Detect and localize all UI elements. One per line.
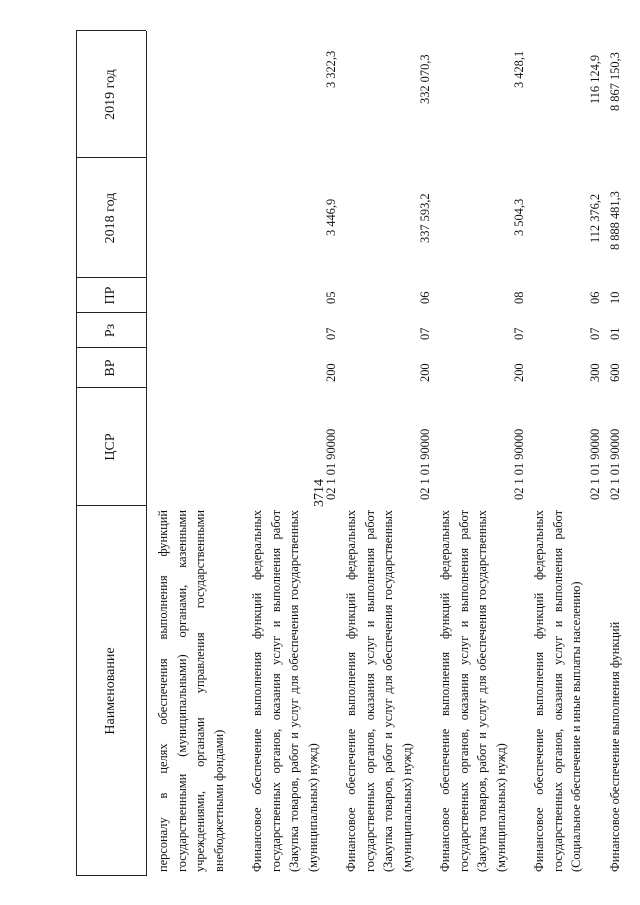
row-pr: 10 [608, 291, 622, 304]
row-2019: 8 867 150,3 [608, 52, 622, 111]
row-name: персоналу в целях обеспечения выполнения функций государственными (муниципальными) органами, казенными учреждениями, органами управления государственными внебюджетными фондами) [156, 510, 226, 872]
header-csr: ЦСР [103, 433, 118, 461]
row-rz: 07 [512, 327, 526, 340]
row-2018: 3 446,9 [324, 198, 338, 236]
row-name: Финансовое обеспечение выполнения функций федеральных государственных органов, оказания услуг и выполнения работ (Социальное обеспечение и иные выплаты населению) [532, 510, 583, 872]
row-csr: 02 1 01 90000 [608, 428, 622, 500]
row-2019: 3 428,1 [512, 50, 526, 88]
row-vr: 600 [608, 363, 622, 382]
row-2018: 3 504,3 [512, 198, 526, 236]
row-vr: 200 [324, 363, 338, 382]
row-2019: 332 070,3 [418, 54, 432, 104]
row-2019: 3 322,3 [324, 50, 338, 88]
row-name: Финансовое обеспечение выполнения функций федеральных государственных органов, оказания услуг и выполнения работ (Закупка товаров, работ и услуг для обеспечения государственных (муниципальных) нужд) [344, 510, 414, 872]
row-name: Финансовое обеспечение выполнения функций [608, 621, 622, 872]
row-csr: 02 1 01 90000 [324, 428, 338, 500]
header-rz: Рз [103, 323, 118, 338]
header-2018: 2018 год [103, 192, 118, 244]
row-2018: 112 376,2 [588, 193, 602, 243]
row-pr: 06 [418, 291, 432, 304]
budget-table [76, 31, 629, 876]
row-rz: 07 [588, 327, 602, 340]
row-name: Финансовое обеспечение выполнения функций федеральных государственных органов, оказания услуг и выполнения работ (Закупка товаров, работ и услуг для обеспечения государственных (муниципальных) нужд) [250, 510, 320, 872]
row-csr: 02 1 01 90000 [588, 428, 602, 500]
header-bottom-border [146, 31, 147, 876]
header-2019: 2019 год [103, 69, 118, 120]
row-pr: 05 [324, 291, 338, 304]
row-vr: 200 [512, 363, 526, 382]
row-pr: 08 [512, 291, 526, 304]
header-vr: ВР [103, 359, 118, 377]
row-rz: 07 [324, 327, 338, 340]
row-vr: 300 [588, 363, 602, 382]
row-csr: 02 1 01 90000 [512, 428, 526, 500]
row-2019: 116 124,9 [588, 54, 602, 104]
row-csr: 02 1 01 90000 [418, 428, 432, 500]
row-2018: 337 593,2 [418, 193, 432, 243]
row-vr: 200 [418, 363, 432, 382]
row-rz: 07 [418, 327, 432, 340]
page-number: 3714 [312, 479, 327, 507]
row-pr: 06 [588, 291, 602, 304]
header-name: Наименование [103, 647, 118, 735]
row-rz: 01 [608, 327, 622, 340]
row-2018: 8 888 481,3 [608, 191, 622, 250]
row-name: Финансовое обеспечение выполнения функций федеральных государственных органов, оказания услуг и выполнения работ (Закупка товаров, работ и услуг для обеспечения государственных (муниципальных) нужд) [438, 510, 508, 872]
header-pr: ПР [103, 286, 118, 305]
